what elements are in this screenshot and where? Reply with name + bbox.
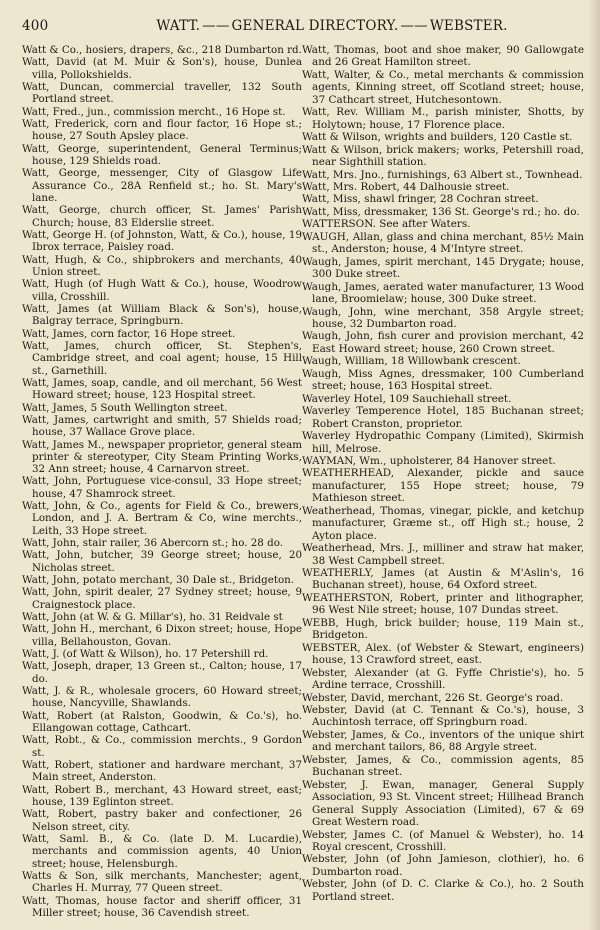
directory-entry: Watt, Robert, pastry baker and confectioner, 26 Nelson street, city. xyxy=(22,808,302,833)
directory-entry: Webster, James, & Co., inventors of the unique shirt and merchant tailors, 86, 88 Argyle street. xyxy=(302,728,584,754)
directory-entry: Watt, John (at W. & G. Millar's), ho. 31 Reidvale st xyxy=(22,611,283,624)
title-center: GENERAL DIRECTORY. xyxy=(231,18,399,34)
directory-entry: Watt, James, cartwright and smith, 57 Shields road; house, 37 Wallace Grove place. xyxy=(22,413,302,439)
directory-entry: Webster, James, & Co., commission agents, 85 Buchanan street. xyxy=(302,753,584,779)
directory-entry: Watt, John, & Co., agents for Field & Co., brewers, London, and J. A. Bertram & Co, wine merchts., Leith, 33 Hope street. xyxy=(22,500,302,537)
directory-entry: Weatherhead, Thomas, vinegar, pickle, and ketchup manufacturer, Græme st., off High st.; house, 2 Ayton place. xyxy=(302,504,584,542)
directory-entry: Watt, Hugh, & Co., shipbrokers and merchants, 40 Union street. xyxy=(22,253,302,278)
right-column xyxy=(302,44,584,903)
directory-entry: Waugh, James, spirit merchant, 145 Drygate; house, 300 Duke street. xyxy=(302,255,584,281)
left-column xyxy=(22,44,302,919)
directory-entry: Webster, David, merchant, 226 St. George's road. xyxy=(302,691,564,704)
directory-entry: Watt, Duncan, commercial traveller, 132 South Portland street. xyxy=(22,80,302,106)
directory-entry: Waugh, John, fish curer and provision merchant, 42 East Howard street; house, 260 Crown street. xyxy=(302,330,584,355)
directory-entry: Watt, John H., merchant, 6 Dixon street; house, Hope villa, Bellahouston, Govan. xyxy=(22,623,302,648)
directory-entry: WAUGH, Allan, glass and china merchant, 85½ Main st., Anderston; house, 4 M'Intyre street. xyxy=(302,230,584,256)
directory-entry: WEATHERSTON, Robert, printer and lithographer, 96 West Nile street; house, 107 Dundas street. xyxy=(302,591,584,617)
directory-entry: Watt, Robert B., merchant, 43 Howard street, east; house, 139 Eglinton street. xyxy=(22,783,302,809)
directory-entry: Watt, Robert (at Ralston, Goodwin, & Co.'s), ho. Ellangowan cottage, Cathcart. xyxy=(22,709,302,735)
directory-entry: WEATHERLY, James (at Austin & M'Aslin's, 16 Buchanan street), house, 64 Oxford street. xyxy=(302,567,584,592)
directory-entry: Watt, J. & R., wholesale grocers, 60 Howard street; house, Nancyville, Shawlands. xyxy=(22,685,302,710)
directory-entry: Watt, Thomas, boot and shoe maker, 90 Gallowgate and 26 Great Hamilton street. xyxy=(302,44,584,69)
directory-entry: Waverley Temperence Hotel, 185 Buchanan street; Robert Cranston, proprietor. xyxy=(302,405,584,430)
directory-entry: Webster, J. Ewan, manager, General Supply Association, 93 St. Vincent street; Hillhead Branch General Supply Association (Limited), 67 & 69 Great Western road. xyxy=(302,778,584,829)
directory-entry: Watt, James, church officer, St. Stephen's, Cambridge street, and coal agent; house, 15 Hill st., Garnethill. xyxy=(22,339,302,377)
directory-entry: Watt, Walter, & Co., metal merchants & commission agents, Kinning street, off Scotland street; house, 37 Cathcart street, Hutchesontown. xyxy=(302,68,584,106)
directory-entry: WEBB, Hugh, brick builder; house, 119 Main st., Bridgeton. xyxy=(302,616,584,642)
directory-entry: Watt, James M., newspaper proprietor, general steam printer & stereotyper, City Steam Printing Works, 32 Ann street; house, 4 Carnarvon street. xyxy=(22,438,302,476)
directory-entry: Watt, Fred., jun., commission mercht., 16 Hope st. xyxy=(22,105,286,118)
directory-entry: Watt, David (at M. Muir & Son's), house, Dunlea villa, Pollokshields. xyxy=(22,56,302,81)
directory-entry: Watt, John, stair railer, 36 Abercorn st.; ho. 28 do. xyxy=(22,537,284,550)
directory-entry: WATTERSON. See after Waters. xyxy=(302,218,471,231)
directory-entry: Watt, Miss, shawl fringer, 28 Cochran street. xyxy=(302,193,539,206)
directory-entry: Watt, Robert, stationer and hardware merchant, 37 Main street, Anderston. xyxy=(22,759,302,784)
directory-entry: Watt & Wilson, wrights and builders, 120 Castle st. xyxy=(302,131,573,144)
directory-entry: Watt, John, spirit dealer, 27 Sydney street; house, 9 Craignestock place. xyxy=(22,586,302,611)
page-edge-shadow xyxy=(588,0,600,930)
directory-entry: Watt, Frederick, corn and flour factor, 16 Hope st.; house, 27 South Apsley place. xyxy=(22,117,302,143)
directory-entry: Waugh, James, aerated water manufacturer, 13 Wood lane, Broomielaw; house, 300 Duke street. xyxy=(302,280,584,306)
directory-entry: Watt, James, 5 South Wellington street. xyxy=(22,401,228,414)
page-header xyxy=(22,18,578,38)
directory-entry: Watt & Wilson, brick makers; works, Petershill road, near Sighthill station. xyxy=(302,143,584,169)
directory-entry: Watt, George, messenger, City of Glasgow Life Assurance Co., 28A Renfield st.; ho. St. Mary's lane. xyxy=(22,167,302,204)
directory-entry: Webster, John (of John Jamieson, clothier), ho. 6 Dumbarton road. xyxy=(302,853,584,878)
directory-entry: Watt, Mrs. Robert, 44 Dalhousie street. xyxy=(302,180,510,193)
directory-entry: Watt, Thomas, house factor and sheriff officer, 31 Miller street; house, 36 Cavendish street. xyxy=(22,894,302,919)
directory-entry: Watt, George H. (of Johnston, Watt, & Co.), house, 19 Ibrox terrace, Paisley road. xyxy=(22,228,302,254)
directory-entry: Waugh, John, wine merchant, 358 Argyle street; house, 32 Dumbarton road. xyxy=(302,305,584,330)
directory-entry: Webster, Alexander (at G. Fyffe Christie's), ho. 5 Ardine terrace, Crosshill. xyxy=(302,666,584,692)
directory-entry: Watt, Robt., & Co., commission merchts., 9 Gordon st. xyxy=(22,734,302,759)
directory-entry: Watt, John, butcher, 39 George street; house, 20 Nicholas street. xyxy=(22,549,302,574)
directory-entry: Watt & Co., hosiers, drapers, &c., 218 Dumbarton rd. xyxy=(22,44,302,56)
directory-entry: Watt, James, soap, candle, and oil merchant, 56 West Howard street; house, 123 Hospital street. xyxy=(22,376,302,402)
directory-entry: Waugh, William, 18 Willowbank crescent. xyxy=(302,355,521,368)
directory-entry: Watt, James, corn factor, 16 Hope street. xyxy=(22,327,236,340)
directory-entry: Webster, John (of D. C. Clarke & Co.), ho. 2 South Portland street. xyxy=(302,878,584,903)
directory-entry: WEATHERHEAD, Alexander, pickle and sauce manufacturer, 155 Hope street; house, 79 Mathieson street. xyxy=(302,467,584,505)
directory-entry: Webster, James C. (of Manuel & Webster), ho. 14 Royal crescent, Crosshill. xyxy=(302,828,584,853)
directory-entry: Waugh, Miss Agnes, dressmaker, 100 Cumberland street; house, 163 Hospital street. xyxy=(302,367,584,393)
title-left: WATT. xyxy=(156,18,201,34)
directory-entry: Watt, Joseph, draper, 13 Green st., Calton; house, 17 do. xyxy=(22,660,302,685)
directory-entry: Watt, Miss, dressmaker, 136 St. George's rd.; ho. do. xyxy=(302,205,580,218)
directory-entry: Watt, Mrs. Jno., furnishings, 63 Albert st., Townhead. xyxy=(302,168,583,181)
directory-entry: Watt, J. (of Watt & Wilson), ho. 17 Petershill rd. xyxy=(22,648,269,661)
directory-entry: WAYMAN, Wm., upholsterer, 84 Hanover street. xyxy=(302,454,556,467)
directory-entry: Watt, John, potato merchant, 30 Dale st., Bridgeton. xyxy=(22,574,295,587)
directory-entry: Watt, George, church officer, St. James' Parish Church; house, 83 Elderslie street. xyxy=(22,204,302,229)
page-number: 400 xyxy=(22,18,49,34)
directory-entry: Watt, Rev. William M., parish minister, Shotts, by Holytown; house, 17 Florence place. xyxy=(302,106,584,131)
directory-entry: Watt, John, Portuguese vice-consul, 33 Hope street; house, 47 Shamrock street. xyxy=(22,475,302,500)
directory-entry: Webster, David (at C. Tennant & Co.'s), house, 3 Auchintosh terrace, off Springburn road. xyxy=(302,704,584,729)
directory-entry: Watt, James (at William Black & Son's), house, Balgray terrace, Springburn. xyxy=(22,302,302,328)
directory-entry: Weatherhead, Mrs. J., milliner and straw hat maker, 38 West Campbell street. xyxy=(302,542,584,567)
directory-entry: Waverley Hotel, 109 Sauchiehall street. xyxy=(302,392,512,405)
directory-entry: Watt, George, superintendent, General Terminus; house, 129 Shields road. xyxy=(22,142,302,167)
directory-entry: WEBSTER, Alex. (of Webster & Stewart, engineers) house, 13 Crawford street, east. xyxy=(302,641,584,667)
title-right: WEBSTER. xyxy=(429,18,508,34)
directory-entry: Watt, Saml. B., & Co. (late D. M. Lucardie), merchants and commission agents, 40 Union street; house, Helensburgh. xyxy=(22,833,302,870)
directory-entry: Waverley Hydropathic Company (Limited), Skirmish hill, Melrose. xyxy=(302,430,584,455)
running-title: WATT. —— GENERAL DIRECTORY. —— WEBSTER. xyxy=(156,18,508,34)
directory-entry: Watt, Hugh (of Hugh Watt & Co.), house, Woodrow villa, Crosshill. xyxy=(22,278,302,303)
directory-entry: Watts & Son, silk merchants, Manchester; agent, Charles H. Murray, 77 Queen street. xyxy=(22,869,302,895)
